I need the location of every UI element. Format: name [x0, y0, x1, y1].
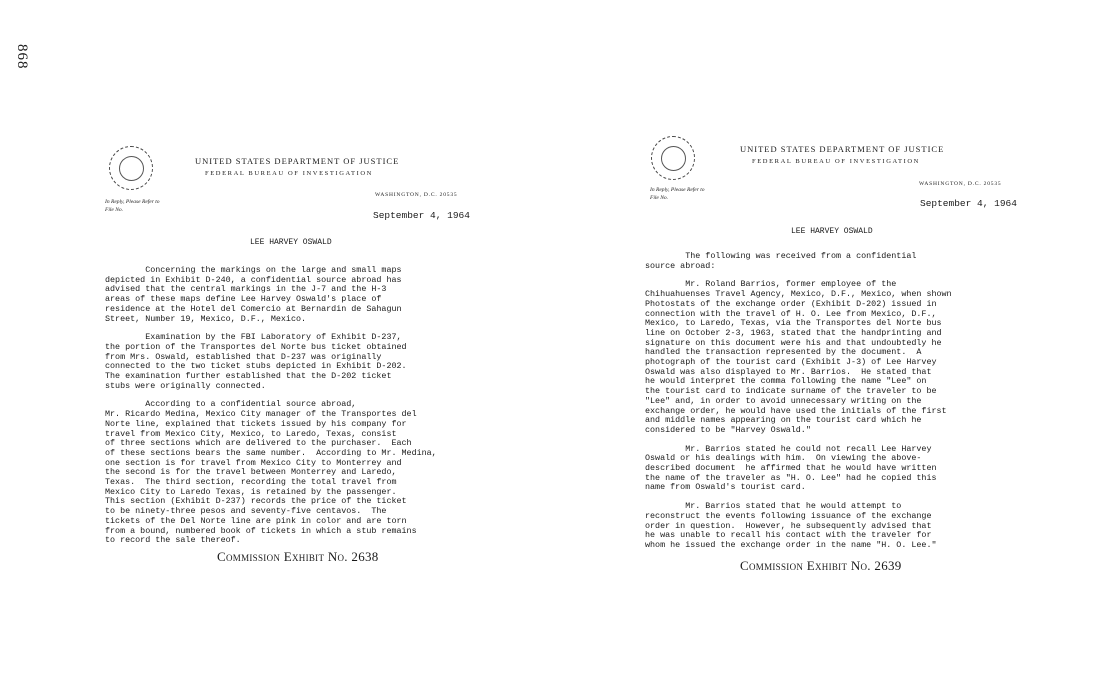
- subject-line: LEE HARVEY OSWALD: [791, 227, 873, 236]
- city-line: WASHINGTON, D.C. 20535: [375, 192, 458, 198]
- letter-date: September 4, 1964: [373, 210, 470, 221]
- exhibit-caption: Commission Exhibit No. 2639: [740, 558, 902, 573]
- paragraph: The following was received from a confidential source abroad:: [645, 251, 917, 271]
- bureau-heading: FEDERAL BUREAU OF INVESTIGATION: [752, 158, 920, 165]
- city-line: WASHINGTON, D.C. 20535: [919, 181, 1002, 187]
- paragraph: Mr. Barrios stated that he would attempt to reconstruct the events following issuance of the exchange order in question. However, he subsequently advised that he was unable to recall his contact with the traveler for whom he issued the exchange order in the name "H. O. Lee.": [645, 501, 937, 550]
- paragraph: Mr. Roland Barrios, former employee of the Chihuahuenses Travel Agency, Mexico, D.F., Mexico, when shown Photostats of the exchange order (Exhibit D-202) issued in connection with the travel of H. O. Lee from Mexico, D.F., Mexico, to Laredo, Texas, via the Transportes del Norte bus line on October 2-3, 1963, stated that the handprinting and signature on this document were his and that undoubtedly he handled the transaction represented by the document. A photograph of the tourist card (Exhibit J-3) of Lee Harvey Oswald was also displayed to Mr. Barrios. He stated that he would interpret the comma following the name "Lee" on the tourist card to indicate surname of the traveler to be "Lee" and, in order to avoid unnecessary writing on the exchange order, he would have used the initials of the first and middle names appearing on the tourist card which he considered to be "Harvey Oswald.": [645, 279, 952, 435]
- reply-note: In Reply, Please Refer to File No.: [105, 199, 160, 213]
- paragraph: Examination by the FBI Laboratory of Exhibit D-237, the portion of the Transportes del Norte bus ticket obtained from Mrs. Oswald, established that D-237 was originally connected to the two ticket stubs depicted in Exhibit D-202. The examination further established that the D-202 ticket stubs were originally connected.: [105, 332, 407, 391]
- paragraph: Concerning the markings on the large and small maps depicted in Exhibit D-240, a confidential source abroad has advised that the central markings in the J-7 and the H-3 areas of these maps define Lee Harvey Oswald's place of residence at the Hotel del Comercio at Bernardin de Sahagun Street, Number 19, Mexico, D.F., Mexico.: [105, 265, 402, 324]
- exhibit-caption: Commission Exhibit No. 2638: [217, 549, 379, 564]
- subject-line: LEE HARVEY OSWALD: [250, 238, 332, 247]
- letter-body: [645, 252, 952, 560]
- paragraph: According to a confidential source abroad, Mr. Ricardo Medina, Mexico City manager of the Transportes del Norte line, explained that tickets issued by his company for travel from Mexico City, Mexico, to Laredo, Texas, consist of three sections which are delivered to the purchaser. Each of these sections bears the same number. According to Mr. Medina, one section is for travel from Mexico City to Monterrey and the second is for the travel between Monterrey and Laredo, Texas. The third section, recording the total travel from Mexico City to Laredo Texas, is retained by the passenger. This section (Exhibit D-237) records the price of the ticket to be ninety-three pesos and seventy-five centavos. The tickets of the Del Norte line are pink in color and are torn from a bound, numbered book of tickets in which a stub remains to record the sale thereof.: [105, 399, 437, 546]
- letter-body: [105, 266, 437, 555]
- doj-seal-icon: [651, 136, 695, 180]
- page-number: 868: [14, 44, 30, 70]
- doj-seal-icon: [109, 146, 153, 190]
- bureau-heading: FEDERAL BUREAU OF INVESTIGATION: [205, 170, 373, 177]
- department-heading: UNITED STATES DEPARTMENT OF JUSTICE: [740, 144, 945, 154]
- reply-note: In Reply, Please Refer to File No.: [650, 187, 705, 201]
- paragraph: Mr. Barrios stated he could not recall Lee Harvey Oswald or his dealings with him. On viewing the above- described document he affirmed that he would have written the name of the traveler as "H. O. Lee" had he copied this name from Oswald's tourist card.: [645, 443, 937, 493]
- department-heading: UNITED STATES DEPARTMENT OF JUSTICE: [195, 156, 400, 166]
- letter-date: September 4, 1964: [920, 198, 1017, 209]
